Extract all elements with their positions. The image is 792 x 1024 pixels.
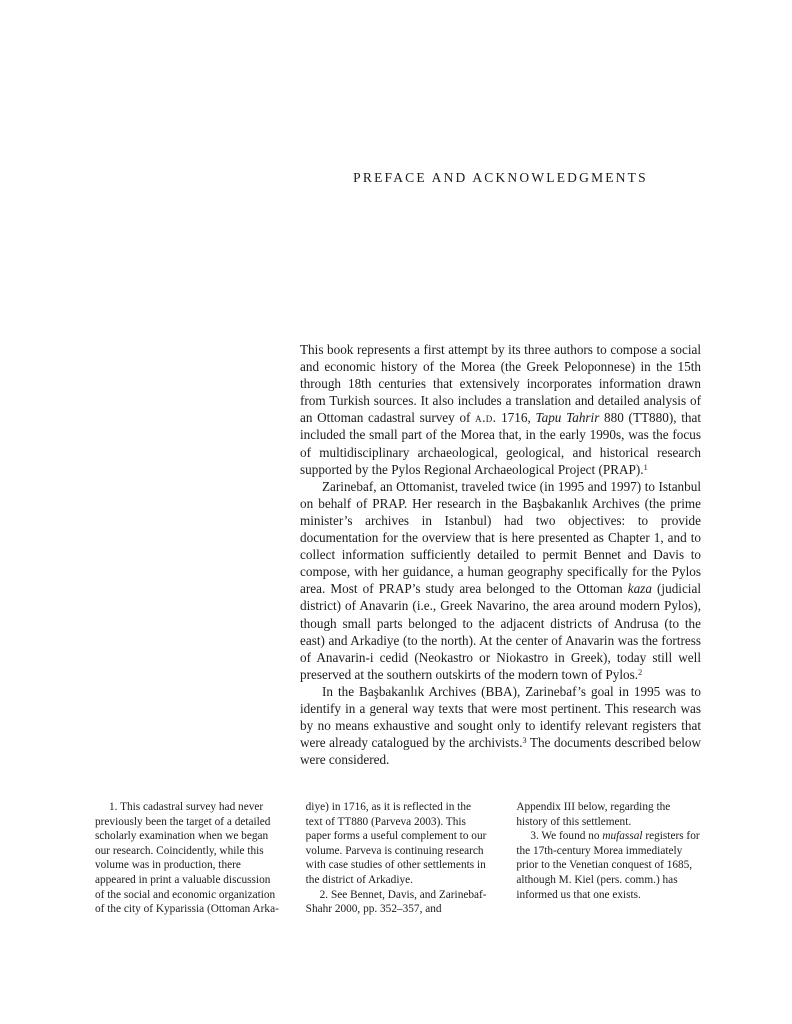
- text-segment: 2. See Bennet, Davis, and Zarinebaf-Shahr 2000, pp. 352–357, and: [305, 888, 487, 916]
- text-segment: kaza: [627, 581, 652, 597]
- body-text: [300, 341, 701, 768]
- text-segment: In the Başbakanlık Archives (BBA), Zarinebaf’s goal in 1995 was to identify in a general way texts that were most pertinent. This research was by no means exhaustive and sought only to identify relevant registers that were already catalogued by the archivists.: [300, 683, 701, 751]
- footnotes: [95, 800, 701, 917]
- paragraph-3: [300, 683, 701, 768]
- footnote-column-1: [95, 800, 280, 917]
- footnote-column-3: [516, 800, 701, 917]
- footnote-2-part-1: [306, 888, 491, 917]
- page-title: PREFACE AND ACKNOWLEDGMENTS: [353, 170, 648, 185]
- footnote-reference: 1: [643, 462, 648, 472]
- footnote-column-2: [306, 800, 491, 917]
- text-segment: Tapu Tahrir: [535, 410, 600, 426]
- paragraph-2: [300, 478, 701, 683]
- text-segment: (judicial district) of Anavarin (i.e., Greek Navarino, the area around modern Pylos), though small parts belonged to the adjacent districts of Andrusa (to the east) and Arkadiye (to the north). At the center of Anavarin was the fortress of Anavarin-i cedid (Neokastro or Niokastro in Greek), today still well preserved at the southern outskirts of the modern town of Pylos.: [300, 581, 701, 682]
- text-segment: mufassal: [602, 830, 643, 843]
- text-segment: Zarinebaf, an Ottomanist, traveled twice (in 1995 and 1997) to Istanbul on behalf of PRAP. Her research in the Başbakanlık Archives (the prime minister’s archives in Istanbul) had two objectives: to provide documentation for the overview that is here presented as Chapter 1, and to collect information sufficiently detailed to permit Bennet and Davis to compose, with her guidance, a human geography specifically for the Pylos area. Most of PRAP’s study area belonged to the Ottoman: [300, 478, 701, 597]
- paragraph-1: [300, 341, 701, 478]
- text-segment: Appendix III below, regarding the history of this settlement.: [516, 801, 671, 828]
- text-segment: diye) in 1716, as it is reflected in the text of TT880 (Parveva 2003). This paper forms a useful complement to our volume. Parveva is continuing research with case studies of other settlements in the district of Arkadiye.: [305, 801, 487, 886]
- text-segment: a.d.: [475, 410, 497, 426]
- footnote-3: [516, 829, 701, 902]
- footnote-2-part-2: [516, 800, 701, 829]
- text-segment: The documents described below were considered.: [300, 735, 701, 768]
- footnote-1-part-2: [306, 800, 491, 888]
- text-segment: 1. This cadastral survey had never previously been the target of a detailed scholarly examination when we began our research. Coincidently, while this volume was in production, there appeared in print a valuable discussion of the social and economic organization of the city of Kyparissia (Ottoman Arka-: [95, 801, 279, 916]
- text-segment: registers for the 17th-century Morea immediately prior to the Venetian conquest of 1685, although M. Kiel (pers. comm.) has informed us that one exists.: [516, 830, 700, 901]
- text-segment: 880 (TT880), that included the small part of the Morea that, in the early 1990s, was the focus of multidisciplinary archaeological, geological, and historical research supported by the Pylos Regional Archaeological Project (PRAP).: [300, 410, 702, 477]
- text-segment: 1716,: [496, 410, 536, 426]
- footnote-reference: 2: [638, 668, 643, 678]
- footnote-1-part-1: [95, 800, 280, 917]
- footnote-reference: 3: [522, 736, 527, 746]
- text-segment: 3. We found no: [530, 830, 603, 843]
- text-segment: This book represents a first attempt by its three authors to compose a social and economic history of the Morea (the Greek Peloponnese) in the 15th through 18th centuries that extensively incorporates information drawn from Turkish sources. It also includes a translation and detailed analysis of an Ottoman cadastral survey of: [300, 342, 701, 426]
